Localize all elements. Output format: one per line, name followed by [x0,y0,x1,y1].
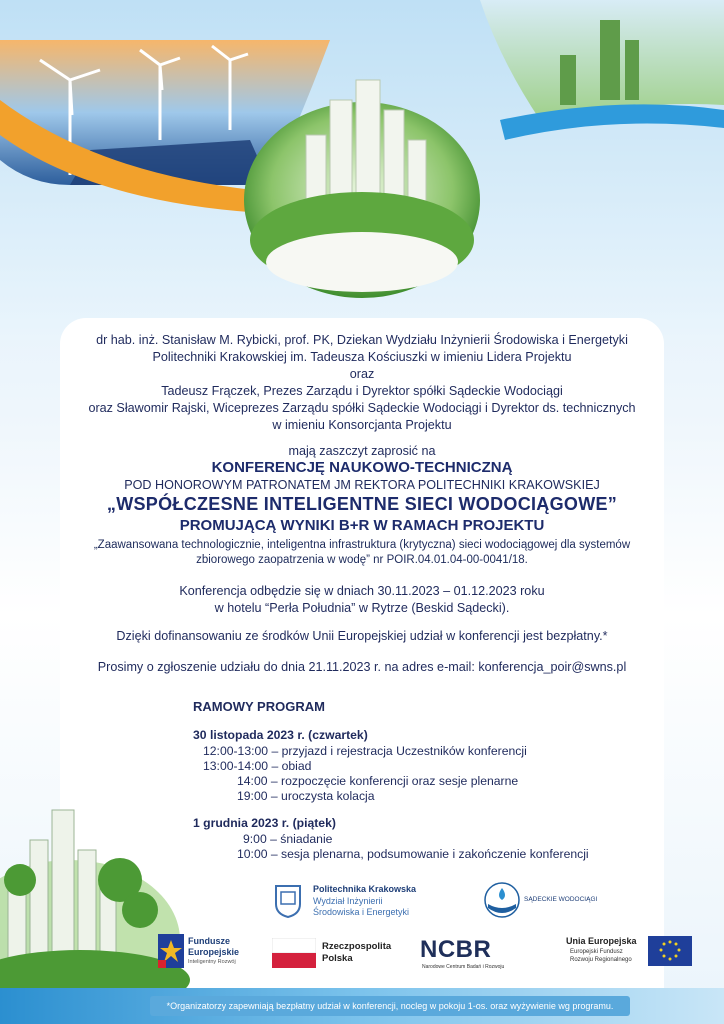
day1-item: 14:00 – rozpoczęcie konferencji oraz sesje plenarne [237,774,519,788]
ncbr-sub: Narodowe Centrum Badań i Rozwoju [422,964,505,970]
polish-flag-icon [272,938,316,968]
water-drop-icon [484,882,520,918]
fe-name-1: Fundusze [188,936,230,946]
unia-europejska-logo [566,934,694,974]
eu-flag-icon [648,936,692,966]
inviter-line-5: oraz Sławomir Rajski, Wiceprezes Zarządu spółki Sądeckie Wodociągi i Dyrektor ds. technicznych [88,401,636,415]
day2-item: 10:00 – sesja plenarna, podsumowanie i zakończenie konferencji [237,847,589,861]
sw-name: SĄDECKIE WODOCIĄGI [524,896,598,903]
inviter-line-1: dr hab. inż. Stanisław M. Rybicki, prof. PK, Dziekan Wydziału Inżynierii Środowiska i Energetyki [96,333,628,347]
inviter-line-6: w imieniu Konsorcjanta Projektu [272,418,452,432]
pk-logo [273,882,433,922]
patronage-line: POD HONOROWYM PATRONATEM JM REKTORA POLITECHNIKI KRAKOWSKIEJ [124,478,600,492]
date-line: Konferencja odbędzie się w dniach 30.11.2023 – 01.12.2023 roku [179,584,545,598]
funding-line: Dzięki dofinansowaniu ze środków Unii Europejskiej udział w konferencji jest bezpłatny.* [116,629,608,643]
conference-subtitle: PROMUJĄCĄ WYNIKI B+R W RAMACH PROJEKTU [179,517,545,534]
fe-star-icon [158,934,184,968]
day2-title: 1 grudnia 2023 r. (piątek) [193,816,336,830]
fundusze-europejskie-logo [158,934,258,972]
place-line: w hotelu “Perła Południa” w Rytrze (Beskid Sądecki). [214,601,510,615]
inviter-line-2: Politechniki Krakowskiej im. Tadeusza Kościuszki w imieniu Lidera Projektu [152,350,572,364]
ncbr-name: NCBR [420,936,492,963]
pk-crest-icon [273,884,303,918]
registration-line: Prosimy o zgłoszenie udziału do dnia 21.11.2023 r. na adres e-mail: konferencja_poir@swns.pl [97,660,627,674]
rp-name-2: Polska [322,953,353,964]
fe-sub: Inteligentny Rozwój [188,959,236,965]
pk-faculty-2: Środowiska i Energetyki [313,907,410,917]
day1-item: 19:00 – uroczysta kolacja [237,789,375,803]
ue-sub-2: Rozwoju Regionalnego [570,957,632,963]
header-illustration [0,0,724,340]
sadeckie-wodociagi-logo [484,882,614,920]
ncbr-logo [420,936,540,974]
conference-heading: KONFERENCJĘ NAUKOWO-TECHNICZNĄ [211,459,513,476]
conference-title: „WSPÓŁCZESNE INTELIGENTNE SIECI WODOCIĄGOWE” [106,494,618,514]
pk-faculty-1: Wydział Inżynierii [313,896,383,906]
rzeczpospolita-logo [272,938,397,970]
pk-name: Politechnika Krakowska [313,884,417,894]
day2-item: 9:00 – śniadanie [243,832,333,846]
project-line-1: „Zaawansowana technologicznie, inteligentna infrastruktura (krytyczna) sieci wodociągowej dla systemów [93,539,631,551]
inviter-and-1: oraz [349,367,375,381]
rp-name-1: Rzeczpospolita [322,941,392,952]
invite-phrase: mają zaszczyt zaprosić na [288,444,436,458]
day1-item: 12:00-13:00 – przyjazd i rejestracja Uczestników konferencji [203,744,527,758]
ue-sub-1: Europejski Fundusz [570,949,623,955]
fe-name-2: Europejskie [188,947,240,957]
inviter-line-4: Tadeusz Frączek, Prezes Zarządu i Dyrektor spółki Sądeckie Wodociągi [161,384,563,398]
ue-name: Unia Europejska [566,936,637,946]
bottom-city-illustration [0,740,200,1024]
footer-note: *Organizatorzy zapewniają bezpłatny udział w konferencji, nocleg w pokoju 1-os. oraz wyżywienie wg programu. [150,996,630,1016]
program-heading: RAMOWY PROGRAM [193,699,325,714]
day1-item: 13:00-14:00 – obiad [203,759,312,773]
day1-title: 30 listopada 2023 r. (czwartek) [193,728,368,742]
project-line-2: zbiorowego zaopatrzenia w wodę” nr POIR.04.01.04-00-0041/18. [196,554,528,566]
